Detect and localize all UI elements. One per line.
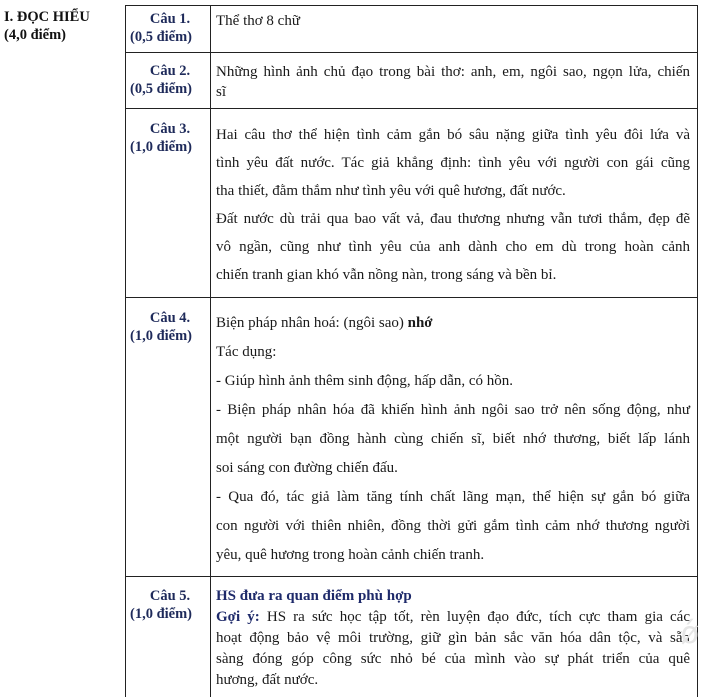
question-points: (1,0 điểm) xyxy=(130,328,193,344)
question-points: (1,0 điểm) xyxy=(130,139,193,155)
row-divider-2 xyxy=(125,108,698,109)
question-label-5 xyxy=(130,587,210,623)
row-divider-4 xyxy=(125,576,698,577)
answer-1 xyxy=(216,11,690,31)
question-points: (1,0 điểm) xyxy=(130,606,193,622)
question-label-4 xyxy=(130,309,210,345)
question-points: (0,5 điểm) xyxy=(130,29,193,45)
answer-line: yêu, quê hương trong hoàn cảnh chiến tranh. xyxy=(216,547,485,563)
question-number: Câu 3. xyxy=(149,121,191,137)
answer-heading: HS đưa ra quan điểm phù hợp xyxy=(216,588,412,604)
answer-intro-keyword: nhớ xyxy=(407,315,433,331)
question-number: Câu 5. xyxy=(149,588,191,604)
section-title: I. ĐỌC HIỂU xyxy=(4,9,90,25)
answer-line: Tác dụng: xyxy=(216,344,277,360)
row-divider-3 xyxy=(125,297,698,298)
answer-line: Những hình ảnh chủ đạo trong bài thơ: anh, em, ngôi sao, ngọn lửa, chiến xyxy=(216,64,690,80)
question-label-2 xyxy=(130,62,210,98)
answer-line: - Giúp hình ảnh thêm sinh động, hấp dẫn, có hồn. xyxy=(216,373,514,389)
answer-line: sàng đóng góp công sức nhỏ bé của mình vào sự phát triển của quê xyxy=(216,651,690,667)
answer-2 xyxy=(216,62,690,102)
answer-line: sĩ xyxy=(216,84,227,100)
answer-intro-text: Biện pháp nhân hoá: (ngôi sao) xyxy=(216,315,404,331)
question-number: Câu 2. xyxy=(149,63,191,79)
question-points: (0,5 điểm) xyxy=(130,81,193,97)
answer-line: hương, đất nước. xyxy=(216,672,319,688)
answer-4 xyxy=(216,309,690,570)
answer-line: tình yêu đất nước. Tác giả khẳng định: tình yêu với người con gái cũng xyxy=(216,155,690,171)
question-number: Câu 4. xyxy=(149,310,191,326)
answer-line: - Qua đó, tác giả làm tăng tính chất lãng mạn, thể hiện sự gắn bó giữa xyxy=(216,489,690,505)
answer-intro xyxy=(216,309,690,338)
answer-line: Thể thơ 8 chữ xyxy=(216,13,300,29)
hint-label: Gợi ý: xyxy=(216,609,260,625)
question-label-3 xyxy=(130,120,210,156)
answer-line: tha thiết, đằm thắm như tình yêu với quê hương, đất nước. xyxy=(216,183,566,199)
answer-line: một người bạn đồng hành cùng chiến sĩ, biết nhớ thương, biết lấp lánh xyxy=(216,431,690,447)
table-top-border xyxy=(125,5,698,6)
hint-text: HS ra sức học tập tốt, rèn luyện đạo đức, tích cực tham gia các xyxy=(266,609,690,625)
question-label-1 xyxy=(130,10,210,46)
answer-line xyxy=(216,607,690,628)
answer-line: vô ngần, cũng như tình yêu của anh dành cho em dù trong hoàn cảnh xyxy=(216,239,690,255)
row-divider-1 xyxy=(125,52,698,53)
answer-line: Đất nước dù trải qua bao vất vả, đau thương nhưng vẫn tươi thắm, đẹp đẽ xyxy=(216,211,690,227)
answer-3 xyxy=(216,121,690,289)
question-number: Câu 1. xyxy=(149,11,191,27)
faint-watermark: ǿ xyxy=(680,616,699,651)
answer-line: hoạt động bảo vệ môi trường, giữ gìn bản sắc văn hóa dân tộc, và sẵn xyxy=(216,630,690,646)
answer-line: soi sáng con đường chiến đấu. xyxy=(216,460,398,476)
answer-line: Hai câu thơ thể hiện tình cảm gắn bó sâu nặng giữa tình yêu đôi lứa và xyxy=(216,127,690,143)
section-points: (4,0 điểm) xyxy=(4,27,67,43)
section-heading xyxy=(4,8,126,44)
answer-line: chiến tranh gian khó vẫn nồng nàn, trong sáng và bền bỉ. xyxy=(216,267,557,283)
answer-line: con người với thiên nhiên, đồng thời gửi gắm tình cảm nhớ thương người xyxy=(216,518,690,534)
answer-line: - Biện pháp nhân hóa đã khiến hình ảnh ngôi sao trở nên sống động, như xyxy=(216,402,690,418)
answer-5 xyxy=(216,586,690,691)
